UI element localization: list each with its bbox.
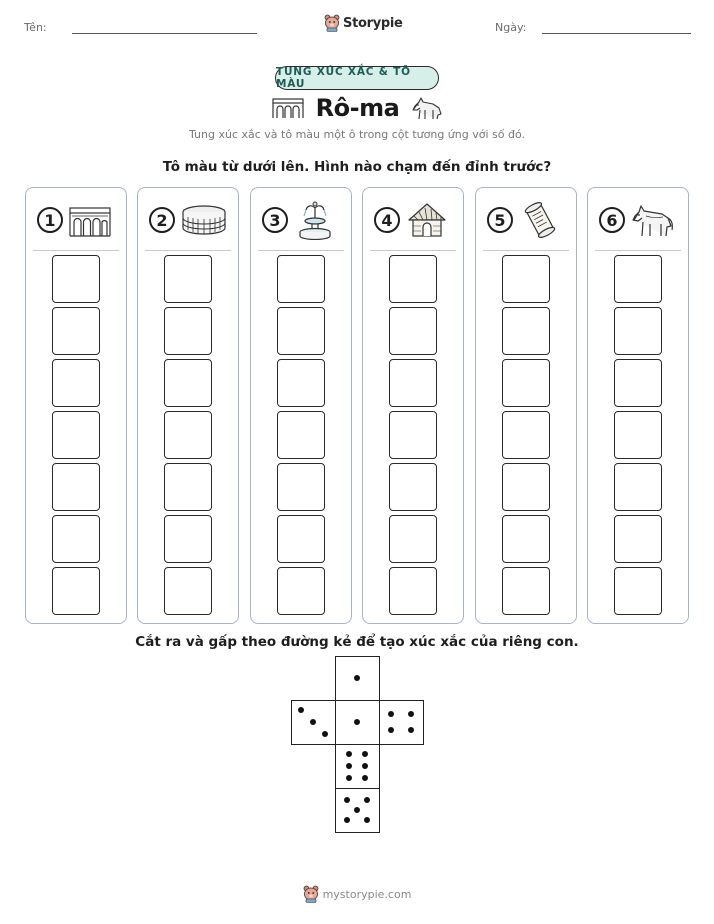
dice-pip bbox=[346, 763, 352, 769]
bear-logo-icon bbox=[324, 14, 340, 32]
dice-pip bbox=[362, 751, 368, 757]
page-title: Rô-ma bbox=[315, 94, 400, 122]
column-number: 5 bbox=[487, 207, 513, 233]
column-number: 1 bbox=[37, 207, 63, 233]
color-cell[interactable] bbox=[614, 411, 662, 459]
color-cell[interactable] bbox=[164, 567, 212, 615]
dice-pip bbox=[362, 775, 368, 781]
color-cell[interactable] bbox=[389, 359, 437, 407]
color-cell[interactable] bbox=[502, 411, 550, 459]
color-cell[interactable] bbox=[389, 515, 437, 563]
column-header bbox=[26, 188, 126, 250]
aqueduct-icon bbox=[272, 97, 304, 119]
dice-face-1 bbox=[335, 700, 380, 745]
dice-pip bbox=[344, 797, 350, 803]
color-cell[interactable] bbox=[502, 515, 550, 563]
color-cell[interactable] bbox=[614, 307, 662, 355]
color-cell[interactable] bbox=[389, 463, 437, 511]
name-label: Tên: bbox=[24, 21, 47, 34]
column-6 bbox=[587, 187, 689, 624]
color-cell[interactable] bbox=[277, 567, 325, 615]
color-cell[interactable] bbox=[277, 515, 325, 563]
column-divider bbox=[595, 250, 681, 251]
column-number: 4 bbox=[374, 207, 400, 233]
dice-face-6 bbox=[335, 744, 380, 789]
dice-pip bbox=[346, 775, 352, 781]
color-cell[interactable] bbox=[502, 463, 550, 511]
dice-pip bbox=[354, 807, 360, 813]
color-cell[interactable] bbox=[614, 515, 662, 563]
color-cell[interactable] bbox=[52, 567, 100, 615]
color-cell[interactable] bbox=[164, 359, 212, 407]
column-header bbox=[138, 188, 238, 250]
hut-icon bbox=[405, 200, 449, 240]
bear-logo-icon bbox=[303, 885, 319, 903]
name-line[interactable] bbox=[72, 33, 257, 34]
color-cell[interactable] bbox=[277, 359, 325, 407]
color-cell[interactable] bbox=[52, 515, 100, 563]
column-divider bbox=[370, 250, 456, 251]
dice-pip bbox=[408, 727, 414, 733]
activity-badge: TUNG XÚC XẮC & TÔ MÀU bbox=[275, 66, 439, 90]
dice-pip bbox=[298, 707, 304, 713]
dice-face-4 bbox=[379, 700, 424, 745]
column-header bbox=[363, 188, 463, 250]
color-cell[interactable] bbox=[164, 411, 212, 459]
subtitle: Tung xúc xắc và tô màu một ô trong cột tương ứng với số đó. bbox=[189, 128, 525, 141]
color-cell[interactable] bbox=[389, 411, 437, 459]
date-label: Ngày: bbox=[495, 21, 527, 34]
logo-text: Storypie bbox=[343, 15, 403, 31]
aqueduct-icon bbox=[68, 200, 112, 240]
dice-pip bbox=[354, 719, 360, 725]
color-cell[interactable] bbox=[164, 515, 212, 563]
column-header bbox=[588, 188, 688, 250]
dice-pip bbox=[364, 797, 370, 803]
color-cell[interactable] bbox=[277, 307, 325, 355]
dice-pip bbox=[388, 727, 394, 733]
date-line[interactable] bbox=[542, 33, 691, 34]
dice-pip bbox=[408, 711, 414, 717]
footer-url: mystorypie.com bbox=[322, 887, 412, 901]
color-cell[interactable] bbox=[52, 307, 100, 355]
color-cell[interactable] bbox=[164, 463, 212, 511]
color-cell[interactable] bbox=[614, 567, 662, 615]
column-number: 2 bbox=[149, 207, 175, 233]
column-number: 6 bbox=[599, 207, 625, 233]
dice-pip bbox=[310, 719, 316, 725]
color-cell[interactable] bbox=[502, 359, 550, 407]
wolf-icon bbox=[411, 96, 443, 120]
color-cell[interactable] bbox=[389, 307, 437, 355]
dice-face-5 bbox=[335, 788, 380, 833]
dice-face-3 bbox=[291, 700, 336, 745]
color-cell[interactable] bbox=[389, 567, 437, 615]
color-cell[interactable] bbox=[502, 307, 550, 355]
color-cell[interactable] bbox=[614, 463, 662, 511]
fountain-icon bbox=[293, 200, 337, 240]
color-cell[interactable] bbox=[277, 255, 325, 303]
colosseum-icon bbox=[180, 200, 224, 240]
dice-pip bbox=[346, 751, 352, 757]
color-cell[interactable] bbox=[614, 255, 662, 303]
scroll-icon bbox=[518, 200, 562, 240]
dice-pip bbox=[362, 763, 368, 769]
color-cell[interactable] bbox=[502, 255, 550, 303]
color-cell[interactable] bbox=[277, 463, 325, 511]
instruction: Tô màu từ dưới lên. Hình nào chạm đến đỉnh trước? bbox=[162, 159, 552, 175]
color-cell[interactable] bbox=[52, 359, 100, 407]
dice-face-1 bbox=[335, 656, 380, 701]
color-cell[interactable] bbox=[164, 307, 212, 355]
color-cell[interactable] bbox=[52, 411, 100, 459]
wolf-icon bbox=[630, 200, 674, 240]
storypie-logo bbox=[324, 13, 403, 33]
dice-pip bbox=[344, 817, 350, 823]
title-row bbox=[270, 92, 445, 124]
color-cell[interactable] bbox=[389, 255, 437, 303]
color-cell[interactable] bbox=[277, 411, 325, 459]
column-4 bbox=[362, 187, 464, 624]
cut-instruction: Cắt ra và gấp theo đường kẻ để tạo xúc xắc của riêng con. bbox=[135, 634, 579, 650]
column-header bbox=[251, 188, 351, 250]
dice-pip bbox=[322, 731, 328, 737]
color-cell[interactable] bbox=[614, 359, 662, 407]
column-5 bbox=[475, 187, 577, 624]
column-divider bbox=[258, 250, 344, 251]
color-cell[interactable] bbox=[52, 463, 100, 511]
column-1 bbox=[25, 187, 127, 624]
column-divider bbox=[33, 250, 119, 251]
column-divider bbox=[483, 250, 569, 251]
color-cell[interactable] bbox=[502, 567, 550, 615]
footer bbox=[0, 884, 714, 904]
dice-pip bbox=[364, 817, 370, 823]
color-cell[interactable] bbox=[52, 255, 100, 303]
column-divider bbox=[145, 250, 231, 251]
column-header bbox=[476, 188, 576, 250]
column-number: 3 bbox=[262, 207, 288, 233]
dice-pip bbox=[354, 675, 360, 681]
dice-pip bbox=[388, 711, 394, 717]
color-cell[interactable] bbox=[164, 255, 212, 303]
column-3 bbox=[250, 187, 352, 624]
column-2 bbox=[137, 187, 239, 624]
